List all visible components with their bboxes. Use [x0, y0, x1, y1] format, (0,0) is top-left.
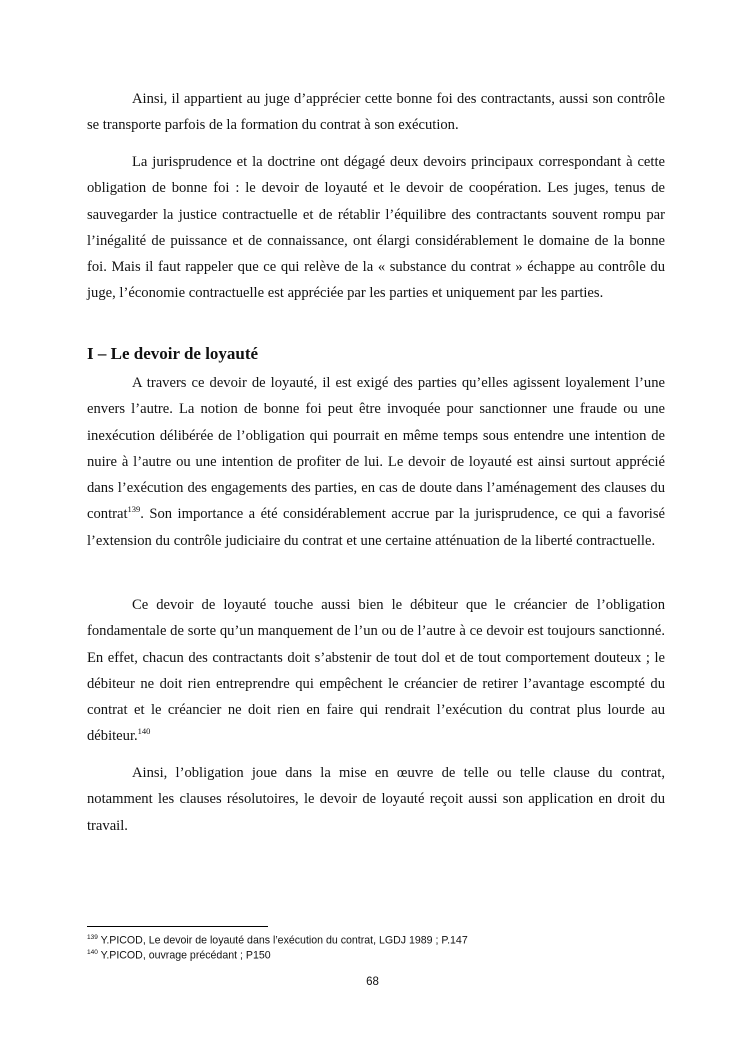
page-number: 68	[366, 976, 379, 988]
footnote-number: 140	[87, 949, 98, 956]
footnote-ref[interactable]: 139	[127, 504, 141, 515]
footnote-separator	[87, 926, 268, 927]
footnote-ref[interactable]: 140	[137, 726, 151, 737]
paragraph-text: Ainsi, l’obligation joue dans la mise en œuvre de telle ou telle clause du contrat, notamment les clauses résolutoires, le devoir de loyauté reçoit aussi son application en droit du travail.	[87, 765, 665, 834]
paragraph-text: A travers ce devoir de loyauté, il est exigé des parties qu’elles agissent loyalement l’une envers l’autre. La notion de bonne foi peut être invoquée pour sanctionner une fraude ou une inexécution délibérée de l’obligation qui pourrait en même temps sous entendre une intention de nuire à l’autre ou une intention de profiter de lui. Le devoir de loyauté est ainsi surtout apprécié dans l’exécution des engagements des parties, en cas de doute dans l’aménagement des clauses du contrat	[87, 375, 665, 523]
footnote	[87, 934, 468, 947]
footnote	[87, 949, 271, 962]
paragraph-text: . Son importance a été considérablement accrue par la jurisprudence, ce qui a favorisé l’extension du contrôle judiciaire du contrat et une certaine atténuation de la liberté contractuelle.	[87, 506, 665, 549]
footnote-text: Y.PICOD, Le devoir de loyauté dans l’exécution du contrat, LGDJ 1989 ; P.147	[100, 934, 468, 947]
paragraph-text: Ce devoir de loyauté touche aussi bien le débiteur que le créancier de l’obligation fondamentale de sorte qu’un manquement de l’un ou de l’autre à ce devoir est toujours sanctionné. En effet, chacun des contractants doit s’abstenir de tout dol et de tout comportement douteux ; le débiteur ne doit rien entreprendre qui empêchent le créancier de retirer l’avantage escompté du contrat et le créancier ne doit rien en faire qui rendrait l’exécution du contrat plus lourde au débiteur.	[87, 597, 665, 745]
footnote-number: 139	[87, 934, 98, 941]
paragraph: La jurisprudence et la doctrine ont dégagé deux devoirs principaux correspondant à cette obligation de bonne foi : le devoir de loyauté et le devoir de coopération. Les juges, tenus de sauvegarder la justice contractuelle et de rétablir l’équilibre des contractants souvent rompu par l’inégalité de puissance et de connaissance, ont élargi considérablement le domaine de la bonne foi. Mais il faut rappeler que ce qui relève de la « substance du contrat » échappe au contrôle du juge, l’économie contractuelle est appréciée par les parties et uniquement par les parties.	[87, 154, 665, 302]
section-heading: I – Le devoir de loyauté	[87, 344, 259, 363]
paragraph	[87, 760, 665, 839]
paragraph	[87, 370, 665, 554]
footnote-text: Y.PICOD, ouvrage précédant ; P150	[100, 949, 271, 962]
paragraph: Ainsi, il appartient au juge d’apprécier cette bonne foi des contractants, aussi son contrôle se transporte parfois de la formation du contrat à son exécution.	[87, 91, 665, 134]
paragraph	[87, 592, 665, 750]
